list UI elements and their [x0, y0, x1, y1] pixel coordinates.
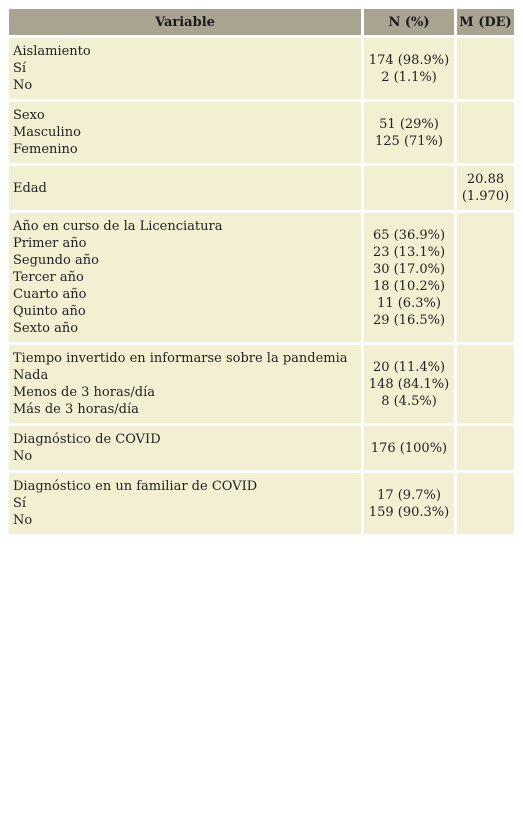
n-percent-cell-line: 18 (10.2%) [372, 278, 446, 294]
table-row [9, 426, 514, 470]
variable-cell-line: Diagnóstico en un familiar de COVID [13, 479, 258, 494]
m-de-cell-line: (1.970) [461, 189, 510, 204]
n-percent-cell [364, 473, 454, 534]
n-percent-cell-line: 174 (98.9%) [368, 52, 450, 68]
m-de-cell-line: 20.88 [466, 172, 505, 187]
variable-cell-line: Sí [13, 496, 27, 511]
variables-table [6, 6, 517, 537]
variable-cell-line: Tercer año [13, 270, 84, 285]
table-row [9, 38, 514, 99]
table-row [9, 166, 514, 210]
variable-cell-line: Cuarto año [13, 287, 87, 302]
m-de-cell [457, 166, 514, 210]
n-percent-cell-line: 51 (29%) [379, 116, 439, 132]
n-percent-cell-line: 29 (16.5%) [372, 312, 446, 328]
m-de-cell [457, 213, 514, 342]
variable-cell-line: Masculino [13, 125, 81, 140]
variable-cell [9, 473, 361, 534]
header-m-de: M (DE) [457, 9, 514, 35]
variable-cell-line: Femenino [13, 142, 78, 157]
n-percent-cell-line: 23 (13.1%) [372, 244, 446, 260]
table-row [9, 473, 514, 534]
m-de-cell [457, 426, 514, 470]
variable-cell-line: Sí [13, 61, 27, 76]
variable-cell-line: Segundo año [13, 253, 99, 268]
n-percent-cell-line: 125 (71%) [375, 133, 443, 149]
variable-cell [9, 38, 361, 99]
variable-cell-line: Primer año [13, 236, 87, 251]
n-percent-cell-line: 159 (90.3%) [368, 504, 450, 520]
n-percent-cell-line: 17 (9.7%) [377, 487, 441, 503]
n-percent-cell [364, 213, 454, 342]
n-percent-cell [364, 38, 454, 99]
n-percent-cell [364, 426, 454, 470]
variable-cell [9, 213, 361, 342]
variable-cell-line: Diagnóstico de COVID [13, 432, 161, 447]
variable-cell-line: Aislamiento [13, 44, 91, 59]
variable-cell [9, 345, 361, 423]
n-percent-cell [364, 345, 454, 423]
m-de-cell [457, 473, 514, 534]
variable-cell-line: Más de 3 horas/día [13, 402, 139, 417]
m-de-cell [457, 345, 514, 423]
variable-cell-line: Edad [13, 180, 47, 196]
variable-cell-line: No [13, 513, 33, 528]
table-row [9, 102, 514, 163]
table-row [9, 213, 514, 342]
n-percent-cell-line: 20 (11.4%) [372, 359, 446, 375]
variable-cell-line: No [13, 78, 33, 93]
n-percent-cell-line: 2 (1.1%) [381, 69, 437, 85]
table-body [9, 38, 514, 534]
variable-cell-line: Sexo [13, 108, 45, 123]
m-de-cell [457, 38, 514, 99]
n-percent-cell [364, 102, 454, 163]
variable-cell [9, 166, 361, 210]
variable-cell-line: Sexto año [13, 321, 79, 336]
n-percent-cell-line: 148 (84.1%) [368, 376, 450, 392]
variable-cell-line: Menos de 3 horas/día [13, 385, 156, 400]
variable-cell-line: Quinto año [13, 304, 86, 319]
m-de-cell [457, 102, 514, 163]
n-percent-cell-line: 65 (36.9%) [372, 227, 446, 243]
n-percent-cell-line: 11 (6.3%) [377, 295, 441, 311]
n-percent-cell-line: 176 (100%) [370, 440, 448, 456]
data-table-container [6, 6, 517, 537]
variable-cell [9, 102, 361, 163]
variable-cell-line: Año en curso de la Licenciatura [13, 219, 223, 234]
n-percent-cell [364, 166, 454, 210]
header-variable: Variable [9, 9, 361, 35]
variable-cell-line: No [13, 449, 33, 464]
variable-cell [9, 426, 361, 470]
table-header-row [9, 9, 514, 35]
header-n-percent: N (%) [364, 9, 454, 35]
variable-cell-line: Nada [13, 368, 49, 383]
variable-cell-line: Tiempo invertido en informarse sobre la pandemia [13, 351, 348, 366]
table-row [9, 345, 514, 423]
n-percent-cell-line: 30 (17.0%) [372, 261, 446, 277]
n-percent-cell-line: 8 (4.5%) [381, 393, 437, 409]
